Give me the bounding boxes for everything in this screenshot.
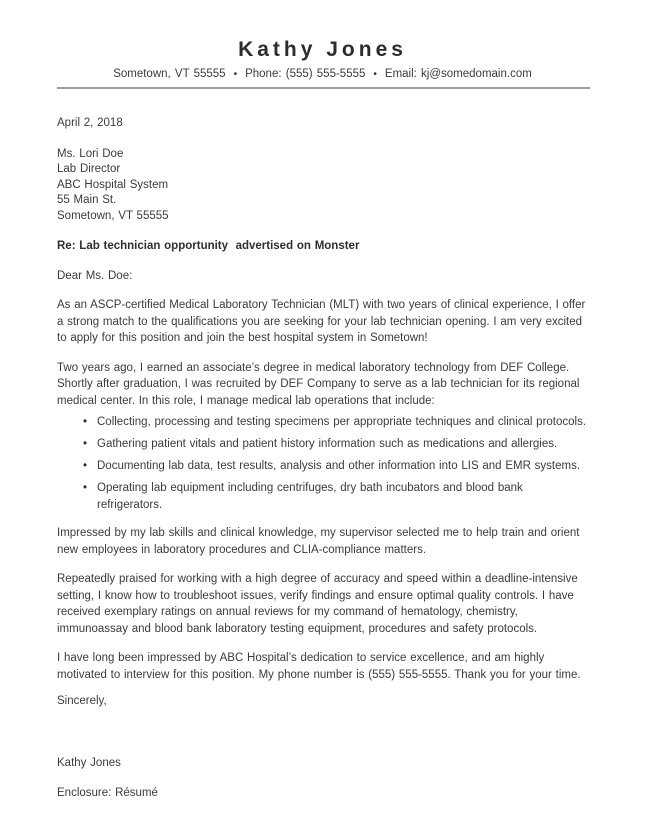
enclosure-line: Enclosure: Résumé — [57, 787, 158, 799]
signature-name: Kathy Jones — [57, 756, 121, 769]
bullet-text: Collecting, processing and testing specimens per appropriate techniques and clinical protocols. — [97, 416, 587, 428]
address-line: 55 Main St. — [57, 194, 117, 206]
contact-phone: Phone: (555) 555-5555 — [245, 68, 366, 80]
contact-line — [0, 67, 645, 82]
salutation: Dear Ms. Doe: — [57, 269, 133, 282]
list-item — [57, 414, 589, 431]
header-divider — [57, 87, 590, 89]
address-line: Sometown, VT 55555 — [57, 209, 169, 222]
bullet-marker-icon: • — [83, 438, 88, 450]
bullet-marker-icon: • — [83, 482, 88, 494]
paragraph-accuracy: Repeatedly praised for working with a high degree of accuracy and speed within a deadline-intensive setting, I know how to troubleshoot issues, verify findings and ensure optimal quality controls. I have received exemplary ratings on annual reviews for my command of hematology, chemistry, immunoassay and blood bank laboratory testing equipment, procedures and safety protocols. — [57, 573, 578, 635]
paragraph-experience: Two years ago, I earned an associate’s degree in medical laboratory technology from DEF College. Shortly after graduation, I was recruited by DEF Company to serve as a lab technician for its regional medical center. In this role, I manage medical lab operations that include: — [57, 361, 580, 407]
paragraph-interest: I have long been impressed by ABC Hospital’s dedication to service excellence, and am highly motivated to interview for this position. My phone number is (555) 555-5555. Thank you for your time. — [57, 652, 581, 681]
bullet-separator-icon: • — [373, 69, 377, 80]
sender-name-title: Kathy Jones — [238, 38, 407, 61]
bullet-text: Documenting lab data, test results, analysis and other information into LIS and EMR systems. — [97, 460, 581, 472]
duties-bullet-list — [57, 414, 589, 513]
paragraph-intro: As an ASCP-certified Medical Laboratory Technician (MLT) with two years of clinical experience, I offer a strong match to the qualifications you are seeking for your lab technician opening. I am very excited to apply for this position and join the best hospital system in Sometown! — [57, 299, 586, 344]
list-item — [57, 458, 589, 475]
address-line: Lab Director — [57, 163, 121, 175]
contact-location: Sometown, VT 55555 — [113, 68, 226, 80]
bullet-text: Operating lab equipment including centrifuges, dry bath incubators and blood bank refrigerators. — [97, 482, 523, 511]
recipient-address — [57, 147, 589, 225]
list-item — [57, 436, 589, 453]
bullet-text: Gathering patient vitals and patient history information such as medications and allergies. — [97, 438, 558, 450]
bullet-marker-icon: • — [83, 416, 88, 428]
paragraph-training: Impressed by my lab skills and clinical knowledge, my supervisor selected me to help train and orient new employees in laboratory procedures and CLIA-compliance matters. — [57, 527, 580, 556]
address-line: Ms. Lori Doe — [57, 147, 124, 160]
date-line: April 2, 2018 — [57, 117, 123, 129]
subject-line: Re: Lab technician opportunity advertised on Monster — [57, 240, 360, 252]
letter-body — [0, 115, 645, 802]
closing-line: Sincerely, — [57, 695, 107, 707]
bullet-marker-icon: • — [83, 460, 88, 472]
letter-header — [0, 0, 645, 89]
list-item — [57, 480, 589, 513]
contact-email: Email: kj@somedomain.com — [384, 68, 532, 80]
bullet-separator-icon: • — [233, 69, 238, 80]
address-line: ABC Hospital System — [57, 178, 169, 191]
